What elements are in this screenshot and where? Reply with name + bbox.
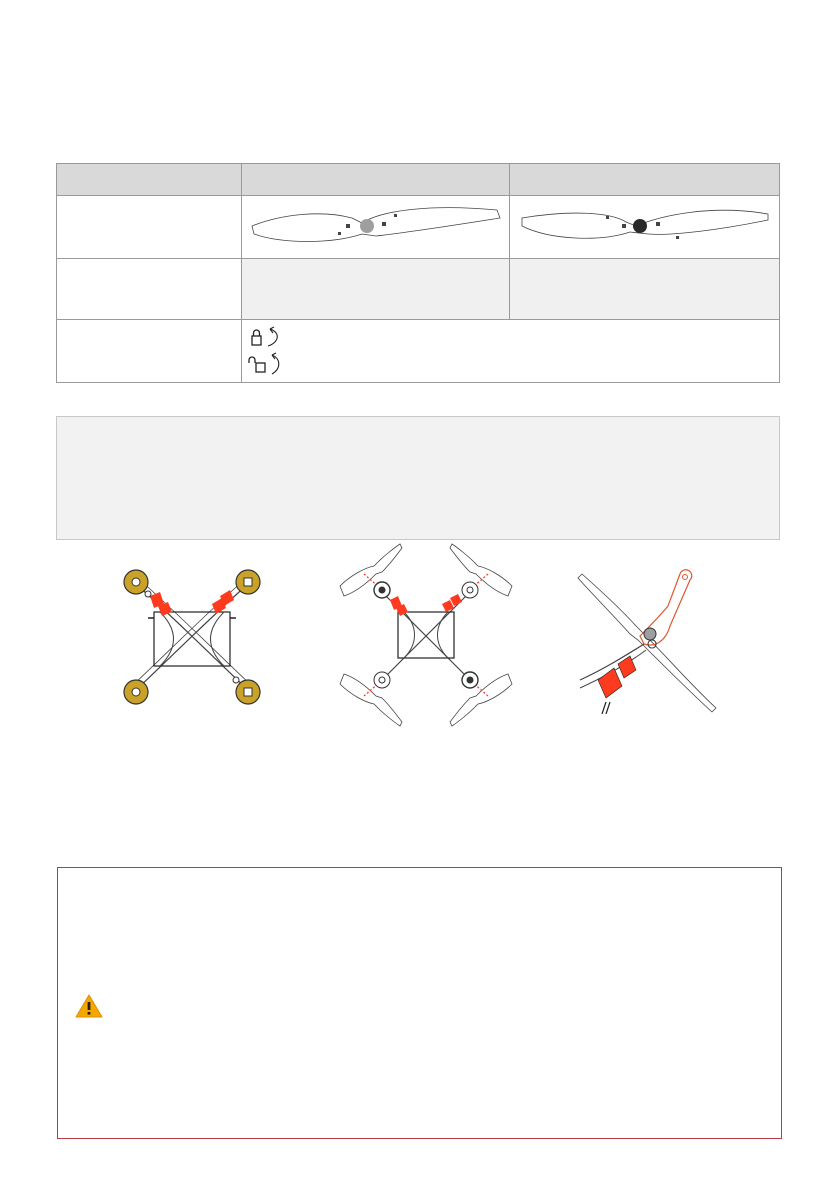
propeller-black-hub-diagram (510, 196, 780, 258)
quadcopter-with-propellers (330, 540, 522, 730)
padlock-unlocked-icon (248, 352, 288, 376)
table-row-diagrams (57, 196, 780, 259)
motor-front-left (124, 570, 148, 594)
table-cell (242, 259, 510, 320)
propeller-close-up (576, 562, 722, 714)
table-label-cell (57, 259, 242, 320)
table-row-install (57, 259, 780, 320)
hub-grey (644, 628, 656, 640)
hub-black (633, 219, 647, 233)
table-row-lock (57, 320, 780, 383)
propeller-grey-hub-diagram (242, 196, 510, 258)
motor-rear-right (236, 680, 260, 704)
motor-front-right (236, 570, 260, 594)
red-stripe-front-right (212, 590, 234, 614)
padlock-locked-icon (248, 326, 288, 350)
warning-box (57, 867, 782, 1139)
info-box (56, 416, 780, 540)
red-stripe-front-left (150, 592, 172, 616)
motor-rear-left (124, 680, 148, 704)
table-label-cell (57, 196, 242, 259)
unlock-instruction (248, 352, 288, 376)
table-header-cell (57, 164, 242, 196)
propeller-black-hub-cell (510, 196, 780, 259)
table-header-cell (242, 164, 510, 196)
lock-unlock-cell (242, 320, 780, 383)
table-cell (510, 259, 780, 320)
table-header-cell (510, 164, 780, 196)
warning-triangle-icon (75, 994, 103, 1018)
table-header-row (57, 164, 780, 196)
table-label-cell (57, 320, 242, 383)
lock-instruction (248, 326, 288, 350)
propeller-spec-table (56, 163, 780, 383)
hub-grey (360, 219, 374, 233)
quadcopter-without-propellers (112, 566, 272, 708)
propeller-grey-hub-cell (242, 196, 510, 259)
